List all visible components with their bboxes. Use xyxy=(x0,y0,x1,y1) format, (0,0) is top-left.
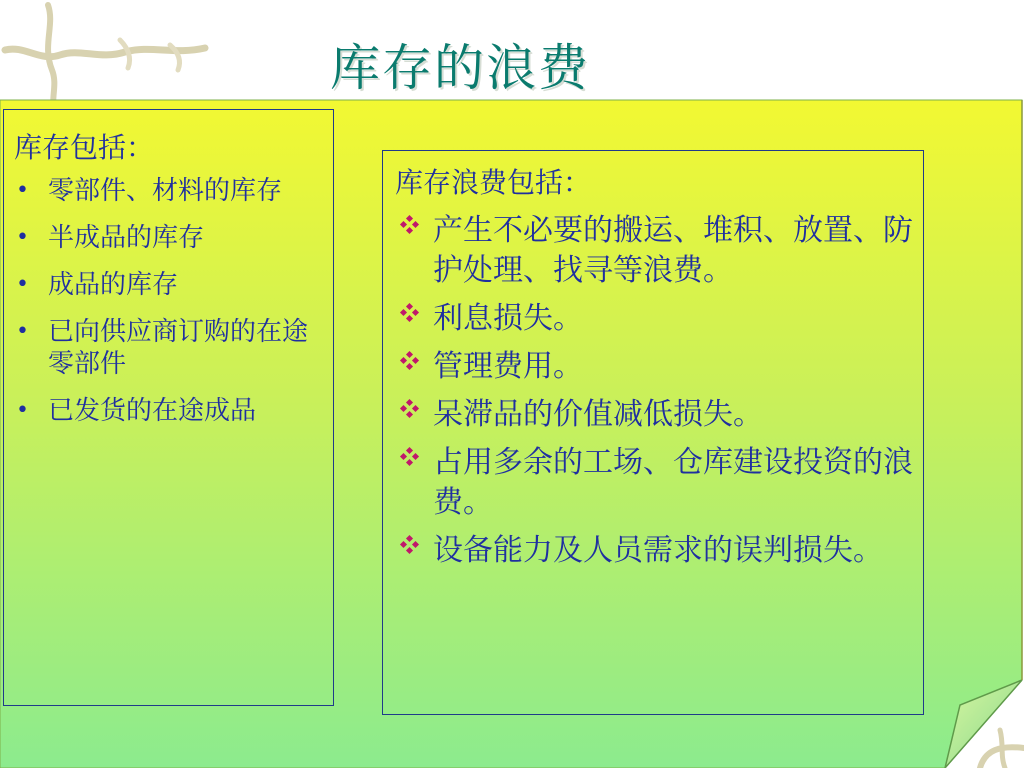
diamond-dots-icon xyxy=(397,445,421,469)
diamond-dots-icon xyxy=(397,397,421,421)
list-item-text: 产生不必要的搬运、堆积、放置、防护处理、找寻等浪费。 xyxy=(433,213,913,288)
list-item xyxy=(395,211,915,291)
list-item-text: 占用多余的工场、仓库建设投资的浪费。 xyxy=(433,445,913,520)
diamond-dots-icon xyxy=(397,533,421,557)
list-item-text: 呆滞品的价值减低损失。 xyxy=(433,397,763,432)
bullet-dot-icon: • xyxy=(16,225,29,250)
list-item-text: 管理费用。 xyxy=(433,349,583,384)
left-bullet-list xyxy=(12,175,330,442)
list-item-text: 已向供应商订购的在途零部件 xyxy=(48,317,309,379)
list-item xyxy=(395,299,915,339)
list-item-text: 已发货的在途成品 xyxy=(48,396,257,426)
diamond-dots-icon xyxy=(397,349,421,373)
list-item-text: 半成品的库存 xyxy=(48,223,205,253)
list-item-text: 设备能力及人员需求的误判损失。 xyxy=(433,533,883,568)
list-item xyxy=(395,531,915,571)
bullet-dot-icon: • xyxy=(16,178,29,203)
list-item xyxy=(395,395,915,435)
list-item xyxy=(12,222,330,254)
right-panel-heading: 库存浪费包括： xyxy=(395,166,592,199)
bullet-dot-icon: • xyxy=(16,398,29,423)
list-item xyxy=(12,316,330,380)
right-bullet-list xyxy=(395,211,915,579)
bullet-dot-icon: • xyxy=(16,272,29,297)
list-item xyxy=(12,175,330,207)
list-item xyxy=(395,347,915,387)
bullet-dot-icon: • xyxy=(16,319,29,344)
list-item xyxy=(12,395,330,427)
list-item-text: 利息损失。 xyxy=(433,301,583,336)
list-item xyxy=(395,443,915,523)
right-panel xyxy=(382,150,924,715)
list-item-text: 成品的库存 xyxy=(48,270,179,300)
vine-ornament-bottom xyxy=(960,690,1024,768)
diamond-dots-icon xyxy=(397,301,421,325)
diamond-dots-icon xyxy=(397,213,421,237)
left-panel-heading: 库存包括： xyxy=(14,131,155,164)
list-item-text: 零部件、材料的库存 xyxy=(48,176,283,206)
list-item xyxy=(12,269,330,301)
slide-title: 库存的浪费 xyxy=(330,39,590,97)
